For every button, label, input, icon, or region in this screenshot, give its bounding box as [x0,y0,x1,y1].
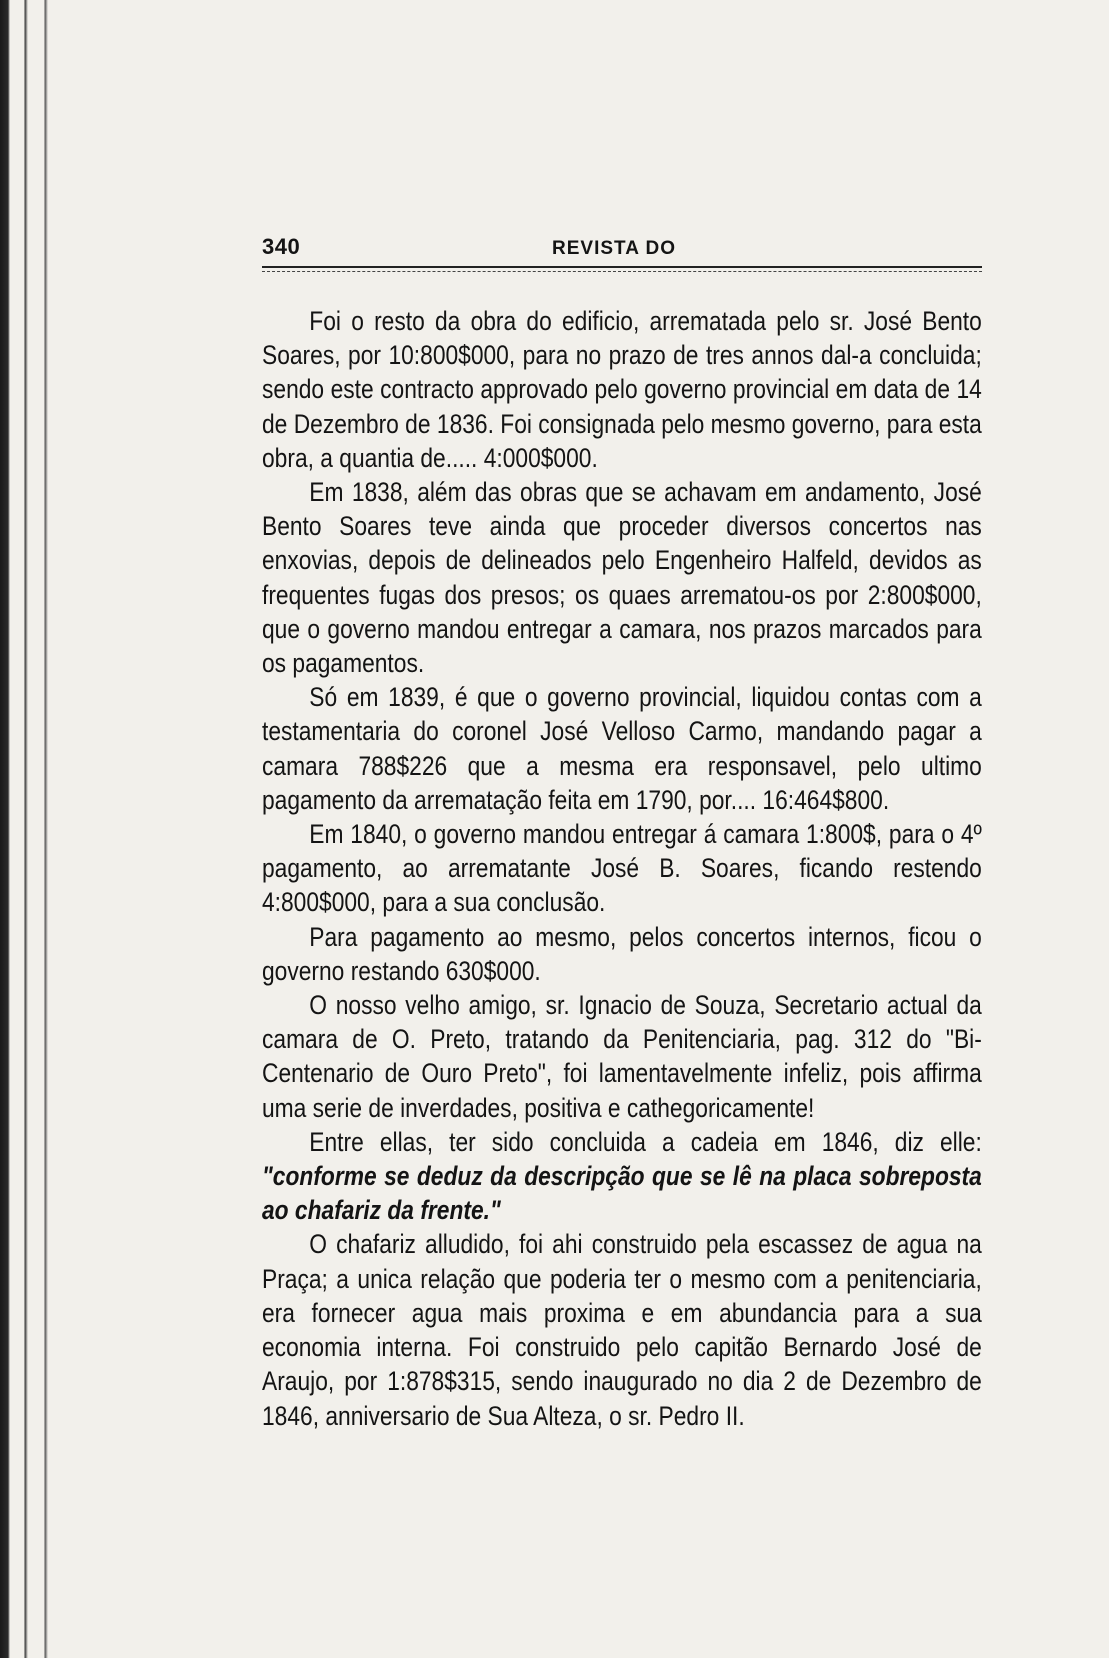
italic-quote: "conforme se deduz da descripção que se lê na placa sobreposta ao chafariz da frente." [262,1161,982,1226]
book-binding-edge [0,0,70,1658]
paragraph [262,1125,982,1228]
paragraph: O chafariz alludido, foi ahi construido pela escassez de agua na Praça; a unica relação que poderia ter o mesmo com a penitenciaria, era fornecer agua mais proxima e em abundancia para a sua economia interna. Foi construido pelo capitão Bernardo José de Araujo, por 1:878$315, sendo inaugurado no dia 2 de Dezembro de 1846, anniversario de Sua Alteza, o sr. Pedro II. [262,1229,982,1431]
header-rule [262,266,982,272]
paragraph: Foi o resto da obra do edificio, arrematada pelo sr. José Bento Soares, por 10:800$000, para no prazo de tres annos dal-a concluida; sendo este contracto approvado pelo governo provincial em data de 14 de Dezembro de 1836. Foi consignada pelo mesmo governo, para esta obra, a quantia de..... 4:000$000. [262,306,982,473]
paragraph-text: Entre ellas, ter sido concluida a cadeia em 1846, diz elle: [309,1126,982,1157]
paragraph: O nosso velho amigo, sr. Ignacio de Souza, Secretario actual da camara de O. Preto, tratando da Penitenciaria, pag. 312 do "Bi-Centenario de Ouro Preto", foi lamentavelmente infeliz, pois affirma uma serie de inverdades, positiva e cathegoricamente! [262,990,982,1123]
paragraph: Só em 1839, é que o governo provincial, liquidou contas com a testamentaria do coronel José Velloso Carmo, mandando pagar a camara 788$226 que a mesma era responsavel, pelo ultimo pagamento da arrematação feita em 1790, por.... 16:464$800. [262,682,982,815]
book-page [262,230,982,1433]
paragraph: Em 1840, o governo mandou entregar á camara 1:800$, para o 4º pagamento, ao arrematante José B. Soares, ficando restendo 4:800$000, para a sua conclusão. [262,819,982,918]
body-text [262,304,982,1433]
running-header [262,230,982,260]
running-title: REVISTA DO [552,238,677,259]
page-number: 340 [262,234,301,259]
paragraph: Em 1838, além das obras que se achavam em andamento, José Bento Soares teve ainda que proceder diversos concertos nas enxovias, depois de delineados pelo Engenheiro Halfeld, devidos as frequentes fugas dos presos; os quaes arrematou-os por 2:800$000, que o governo mandou entregar a camara, nos prazos marcados para os pagamentos. [262,477,982,679]
paragraph: Para pagamento ao mesmo, pelos concertos internos, ficou o governo restando 630$000. [262,921,982,986]
